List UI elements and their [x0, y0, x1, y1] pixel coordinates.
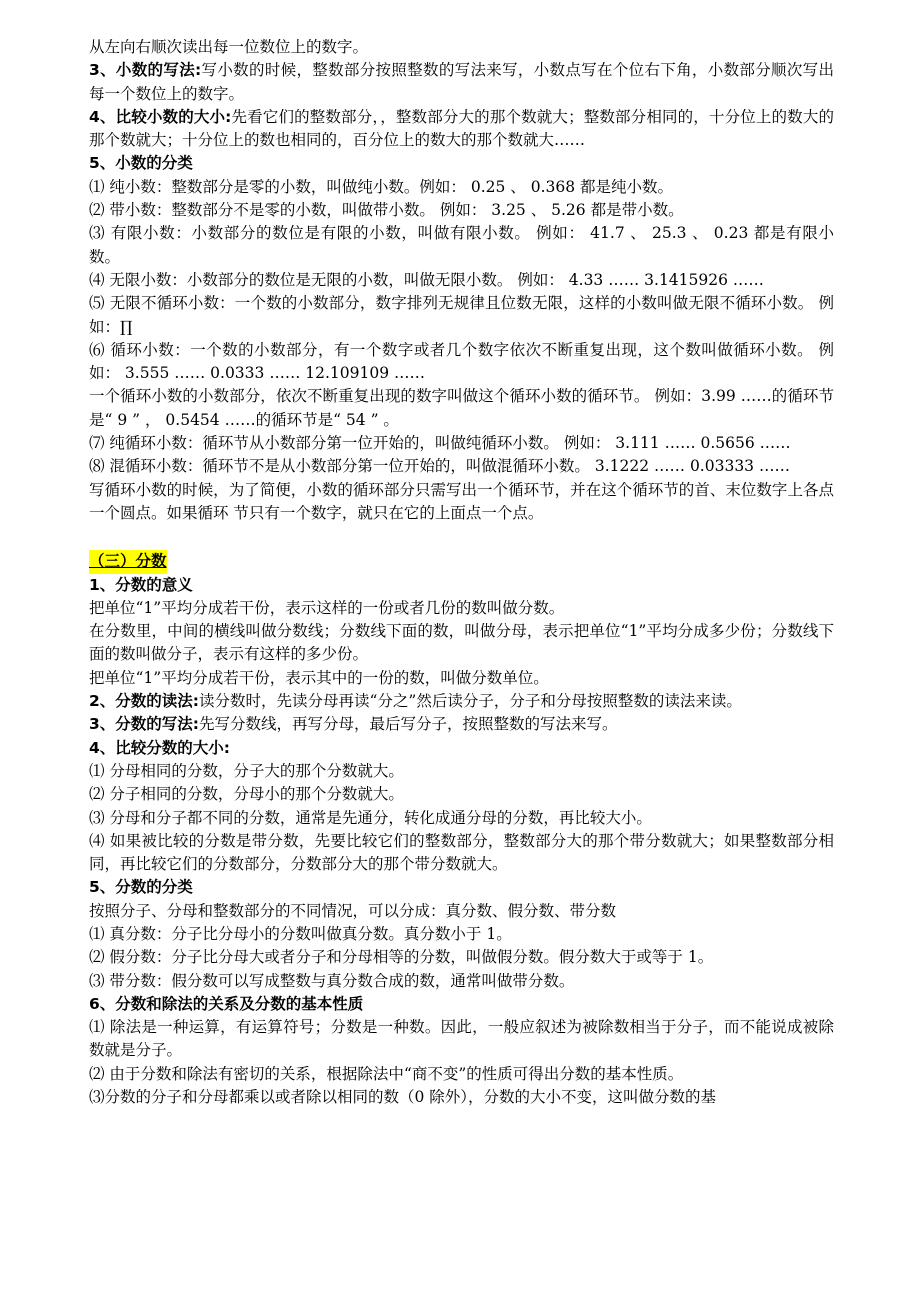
spacer [89, 525, 834, 550]
heading: 6、分数和除法的关系及分数的基本性质 [89, 994, 364, 1013]
list-item: ⑵ 由于分数和除法有密切的关系，根据除法中“商不变”的性质可得出分数的基本性质。 [89, 1064, 684, 1083]
paragraph-text: 写小数的时候，整数部分按照整数的写法来写，小数点写在个位右下角，小数部分顺次写出每一个数位上的数字。 [89, 61, 834, 103]
heading: 4、比较小数的大小: [89, 107, 232, 126]
heading: 1、分数的意义 [89, 575, 193, 594]
list-item: ⑵ 分子相同的分数，分母小的那个分数就大。 [89, 785, 404, 804]
list-item: ⑻ 混循环小数：循环节不是从小数部分第一位开始的，叫做混循环小数。 3.1222 …… 0.03333 …… [89, 457, 790, 476]
list-item: ⑴ 分母相同的分数，分子大的那个分数就大。 [89, 761, 404, 780]
paragraph: 从左向右顺次读出每一位数位上的数字。 [89, 38, 369, 56]
paragraph-text: 先写分数线，再写分母，最后写分子，按照整数的写法来写。 [198, 715, 618, 734]
list-item: ⑶ 带分数：假分数可以写成整数与真分数合成的数，通常叫做带分数。 [89, 971, 575, 990]
paragraph [89, 106, 834, 153]
list-item: ⑶分数的分子和分母都乘以或者除以相同的数（0 除外），分数的大小不变，这叫做分数的基 [89, 1088, 717, 1107]
heading: 4、比较分数的大小: [89, 738, 230, 757]
paragraph-text: 读分数时，先读分母再读“分之”然后读分子，分子和分母按照整数的读法来读。 [198, 692, 742, 711]
paragraph: 按照分子、分母和整数部分的不同情况，可以分成：真分数、假分数、带分数 [89, 901, 617, 920]
heading: 5、小数的分类 [89, 154, 193, 173]
paragraph-text: 先看它们的整数部分，，整数部分大的那个数就大；整数部分相同的，十分位上的数大的那个数就大；十分位上的数也相同的，百分位上的数大的那个数就大…… [89, 107, 834, 150]
paragraph [89, 59, 834, 106]
list-item: ⑵ 带小数：整数部分不是零的小数，叫做带小数。 例如： 3.25 、 5.26 都是带小数。 [89, 201, 684, 220]
list-item: ⑴ 真分数：分子比分母小的分数叫做真分数。真分数小于 1。 [89, 924, 512, 943]
list-item: ⑶ 有限小数：小数部分的数位是有限的小数，叫做有限小数。 例如： 41.7 、 25.3 、 0.23 都是有限小数。 [89, 224, 834, 266]
list-item: ⑶ 分母和分子都不同的分数，通常是先通分，转化成通分母的分数，再比较大小。 [89, 808, 652, 827]
list-item: ⑸ 无限不循环小数：一个数的小数部分，数字排列无规律且位数无限，这样的小数叫做无限不循环小数。 例如：∏ [89, 294, 834, 336]
list-item: 一个循环小数的小数部分，依次不断重复出现的数字叫做这个循环小数的循环节。 例如：3.99 ……的循环节是“ 9 ” ， 0.5454 ……的循环节是“ 54 ” 。 [89, 387, 834, 429]
list-item: ⑵ 假分数：分子比分母大或者分子和分母相等的分数，叫做假分数。假分数大于或等于 1。 [89, 948, 714, 967]
list-item: ⑴ 纯小数：整数部分是零的小数，叫做纯小数。例如： 0.25 、 0.368 都是纯小数。 [89, 177, 674, 196]
heading: 5、分数的分类 [89, 878, 193, 897]
list-item: ⑹ 循环小数：一个数的小数部分，有一个数字或者几个数字依次不断重复出现，这个数叫做循环小数。 例如： 3.555 …… 0.0333 …… 12.109109 …… [89, 340, 834, 383]
paragraph: 写循环小数的时候，为了简便，小数的循环部分只需写出一个循环节，并在这个循环节的首、末位数字上各点一个圆点。如果循环 节只有一个数字，就只在它的上面点一个点。 [89, 480, 834, 522]
paragraph: 把单位“1”平均分成若干份，表示这样的一份或者几份的数叫做分数。 [89, 598, 565, 617]
list-item: ⑷ 如果被比较的分数是带分数，先要比较它们的整数部分，整数部分大的那个带分数就大；如果整数部分相同，再比较它们的分数部分，分数部分大的那个带分数就大。 [89, 831, 834, 874]
heading: 3、小数的写法: [89, 61, 202, 80]
list-item: ⑺ 纯循环小数：循环节从小数部分第一位开始的，叫做纯循环小数。 例如： 3.111 …… 0.5656 …… [89, 434, 791, 453]
paragraph: 在分数里，中间的横线叫做分数线；分数线下面的数，叫做分母，表示把单位“1”平均分成多少份；分数线下面的数叫做分子，表示有这样的多少份。 [89, 622, 834, 664]
paragraph: 把单位“1”平均分成若干份，表示其中的一份的数，叫做分数单位。 [89, 668, 549, 687]
heading: 3、分数的写法: [89, 715, 199, 734]
paragraph [89, 713, 834, 736]
list-item: ⑴ 除法是一种运算，有运算符号；分数是一种数。因此，一般应叙述为被除数相当于分子，而不能说成被除数就是分子。 [89, 1018, 834, 1060]
paragraph [89, 690, 834, 713]
heading: 2、分数的读法: [89, 692, 199, 711]
section-title-line [89, 550, 834, 573]
section-title: （三）分数 [89, 550, 167, 573]
list-item: ⑷ 无限小数：小数部分的数位是无限的小数，叫做无限小数。 例如： 4.33 …… 3.1415926 …… [89, 270, 764, 289]
